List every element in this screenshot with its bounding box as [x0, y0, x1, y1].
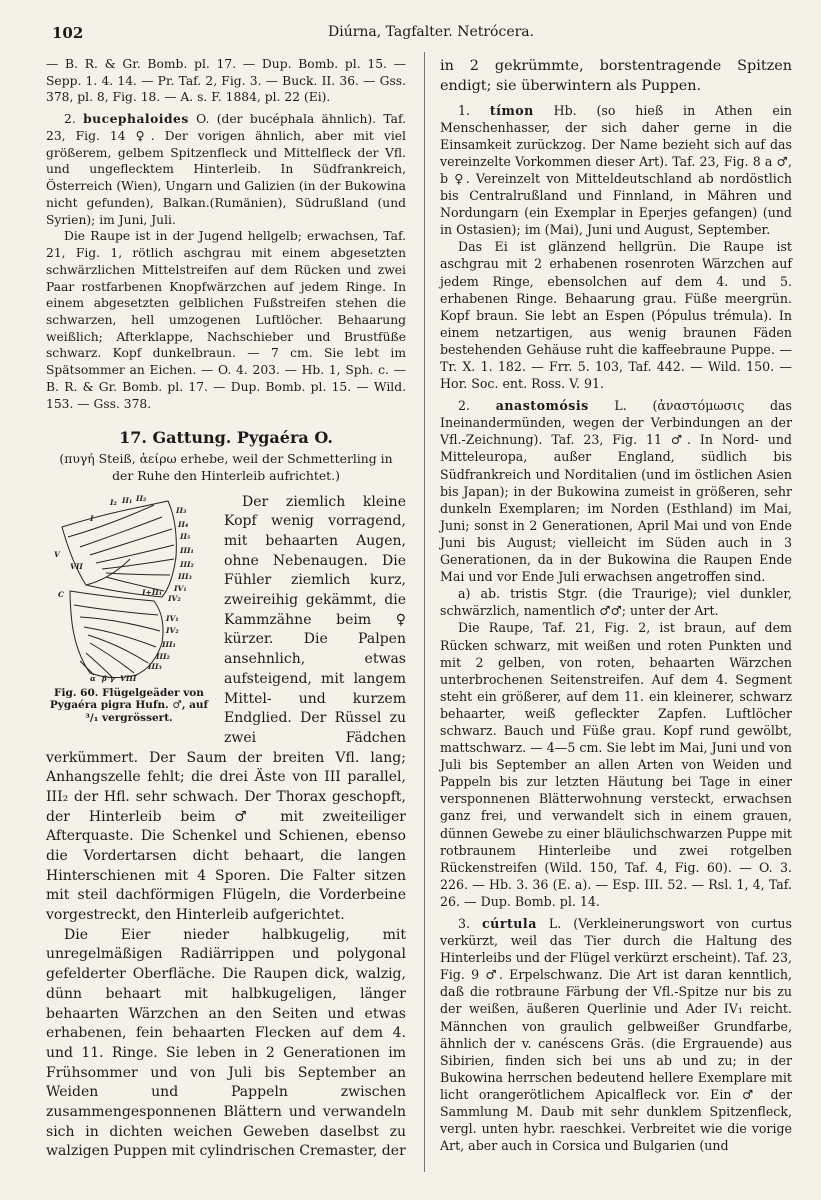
svg-text:I: I — [90, 513, 94, 523]
svg-text:II₁: II₁ — [122, 495, 133, 505]
svg-text:III₁: III₁ — [162, 639, 176, 649]
svg-text:α: α — [90, 673, 96, 683]
genus-paragraph-1: Der ziemlich kleine Kopf wenig vorragend, mit behaarten Augen, ohne Nebenaugen. Die Fühler ziemlich kurz, zweireihig gekämmt, die Kammzähne beim ♀ kürzer. Die Palpen ansehnlich, etwas aufsteigend, mit langem Mittel- und kurzem Endglied. Der Rüssel zu zwei Fädchen verkümmert. Der Saum der breiten Vfl. lang; Anhangszelle fehlt; die drei Äste von III parallel, III₂ der Hfl. sehr schwach. Der Thorax geschopft, der Hinterleib beim ♂ mit zweiteiliger Afterquaste. Die Schenkel und Schienen, ebenso die Vordertarsen dicht behaart, die langen Hinterschienen mit 4 Sporen. Die Falter sitzen mit steil dachförmigen Flügeln, die Vorderbeine vorgestreckt, den Hinterleib aufgerichtet. — [46, 493, 406, 924]
svg-text:VIII: VIII — [120, 673, 137, 683]
species-number: 2. — [458, 398, 471, 414]
svg-text:III₁: III₁ — [180, 545, 194, 555]
svg-text:IV₁: IV₁ — [174, 583, 187, 593]
svg-text:II₅: II₅ — [180, 531, 191, 541]
genus-continuation: in 2 gekrümmte, borstentragende Spitzen endigt; sie überwintern als Puppen. — [440, 58, 792, 95]
svg-text:C: C — [58, 589, 64, 599]
svg-text:γ: γ — [110, 673, 115, 683]
larva-description: Die Raupe ist in der Jugend hellgelb; erwachsen, Taf. 21, Fig. 1, rötlich aschgrau mit einem abgesetzten schwärzlichen Mittelstreifen auf dem Rücken und zwei Paar rostfarbenen Knopfwärzchen auf jedem Ringe. In einem abgesetzten gelblichen Fußstreifen stehen die schwarzen, hell umzogenen Luftlöcher. Behaarung weißlich; Afterklappe, Nachschieber und Brustfüße schwarz. Kopf dunkelbraun. — 7 cm. Sie lebt im Spätsommer an Eichen. — O. 4. 203. — Hb. 1, Sph. c. — B. R. & Gr. Bomb. pl. 17. — Dup. Bomb. pl. 15. — Wild. 153. — Gss. 378. — [46, 229, 406, 411]
figure — [46, 493, 212, 743]
svg-text:IV₁: IV₁ — [166, 613, 179, 623]
species-name: cúrtula — [482, 916, 537, 931]
egg-larva-description: Das Ei ist glänzend hellgrün. Die Raupe ist aschgrau mit 2 erhabenen rosenroten Wärzchen auf jedem Ringe, ebensolchen auf dem 4. und 5. erhabenen Ringe. Behaarung grau. Füße meergrün. Kopf braun. Sie lebt an Espen (Pópulus trémula). In einem netzartigen, aus wenig braunen Fäden bestehenden Gehäuse ruht die kaffeebraune Puppe. — Tr. X. 1. 182. — Frr. 5. 103, Taf. 442. — Wild. 150. — Hor. Soc. ent. Ross. V. 91. — [440, 239, 792, 392]
svg-text:VII: VII — [70, 561, 83, 571]
wing-venation-figure — [50, 493, 208, 683]
genus-etymology: (πυγή Steiß, ἀείρω erhebe, weil der Schmetterling in der Ruhe den Hinterleib aufrichtet.) — [59, 451, 393, 483]
svg-text:I₂: I₂ — [110, 497, 117, 507]
species-name: tímon — [489, 102, 534, 118]
genus-description — [46, 493, 406, 1162]
svg-text:III₂: III₂ — [156, 651, 170, 661]
aberration-entry: a) ab. tristis Stgr. (die Traurige); viel dunkler, schwärzlich, namentlich ♂♂; unter der Art. — [440, 586, 792, 619]
larva-description: Die Raupe, Taf. 21, Fig. 2, ist braun, auf dem Rücken schwarz, mit weißen und roten Punkten und mit 2 gelben, von roten, behaarten Wärzchen unterbrochenen Seitenstreifen. Auf dem 4. Segment steht ein größerer, auf dem 11. ein kleinerer, schwarz behaarter, weiß gefleckter Zapfen. Luftlöcher schwarz. Bauch und Füße grau. Kopf rund gewölbt, mattschwarz. — 4—5 cm. Sie lebt im Mai, Juni und von Juli bis September an allen Arten von Weiden und Pappeln bis zur letzten Häutung bei Tage in einer versponnenen Blätterwohnung versteckt, erwachsen ganz frei, und verwandelt sich in einem grauen, dünnen Gewebe zu einer bläulichschwarzen Puppe mit rotbraunem Hinterleibe und zwei rotgelben Rückenstreifen (Wild. 150, Taf. 4, Fig. 60). — O. 3. 226. — Hb. 3. 36 (E. a). — Esp. III. 52. — Rsl. 1, 4, Taf. 26. — Dup. Bomb. pl. 14. — [440, 620, 792, 909]
species-entry-anastomosis — [440, 397, 792, 585]
svg-text:V: V — [54, 549, 60, 559]
species-entry-timon — [440, 102, 792, 239]
figure-caption: Fig. 60. Flügelgeäder von Pygaéra pigra Hufn. ♂, auf ³/₁ vergrössert. — [49, 686, 209, 724]
genus-heading: 17. Gattung. Pygaéra O. — [119, 428, 333, 448]
svg-text:II₄: II₄ — [178, 519, 189, 529]
reference-list: — B. R. & Gr. Bomb. pl. 17. — Dup. Bomb. pl. 15. — Sepp. 1. 4. 14. — Pr. Taf. 2, Fig. 3. — Buck. II. 36. — Gss. 378, pl. 8, Fig. 18. — A. s. F. 1884, pl. 22 (Ei). — [46, 57, 406, 105]
genus-paragraph-2: Die Eier nieder halbkugelig, mit unregelmäßigen Radiärrippen und polygonal gefelderter Oberfläche. Die Raupen dick, walzig, dünn behaart mit halbkugeligen, länger behaarten Wärzchen an den Seiten und etwas erhabenen, fein behaarten Flecken auf dem 4. und 11. Ringe. Sie leben in 2 Generationen im Frühsommer und von Juli bis September an Weiden und Pappeln zwischen zusammengesponnenen Blättern und verwandeln sich in dichten weichen Geweben daselbst zu walzigen Puppen mit cylindrischen Cremaster, der — [46, 926, 406, 1160]
species-description: O. (der bucéphala ähnlich). Taf. 23, Fig. 14 ♀. Der vorigen ähnlich, aber mit viel größerem, gelbem Spitzenfleck und Mittelfleck der Vfl. und ungeflecktem Hinterleib. In Südfrankreich, Österreich (Wien), Ungarn und Galizien (in der Bukowina nicht gefunden), Balkan.(Rumänien), Südrußland (und Syrien); im Juni, Juli. — [46, 112, 406, 227]
column-divider — [424, 52, 425, 1172]
svg-text:III₂: III₂ — [180, 559, 194, 569]
species-description: L. (Verkleinerungswort von curtus verkürzt, weil das Tier durch die Haltung des Hinterleibs und der Flügel verkürzt erscheint). Taf. 23, Fig. 9 ♂. Erpelschwanz. Die Art ist daran kenntlich, daß die rotbraune Färbung der Vfl.-Spitze nur bis zu der weißen, äußeren Querlinie und Ader IV₁ reicht. Männchen von graulich gelbweißer Grundfarbe, ähnlich der v. canéscens Gräs. (die Ergrauende) aus Sibirien, finden sich bei uns ab und zu; in der Bukowina herrschen bedeutend hellere Exemplare mit licht orangerötlichem Apicalfleck vor. Ein ♂ der Sammlung M. Daub mit sehr dunklem Spitzenfleck, vergl. unten hybr. raeschkei. Verbreitet wie die vorige Art, aber auch in Corsica und Bulgarien (und — [440, 916, 792, 1154]
species-name: bucephaloides — [83, 111, 189, 127]
species-entry-bucephaloides — [46, 111, 406, 228]
svg-text:II₃: II₃ — [176, 505, 187, 515]
species-name: anastomósis — [495, 398, 589, 414]
svg-text:IV₂: IV₂ — [166, 625, 179, 635]
species-number: 3. — [458, 916, 471, 931]
species-number: 1. — [458, 102, 471, 118]
svg-text:IV₂: IV₂ — [168, 593, 181, 603]
species-number: 2. — [64, 112, 76, 127]
right-column — [440, 56, 792, 1154]
svg-text:I+II₁: I+II₁ — [142, 587, 163, 597]
svg-text:β: β — [102, 673, 107, 683]
left-column — [46, 56, 406, 1162]
species-description: L. (ἀναστόμωσις das Ineinandermünden, wegen der Verbindungen an der Vfl.-Zeichnung). Taf. 23, Fig. 11 ♂. In Nord- und Mitteleuropa, außer England, südlich bis Südfrankreich und Norditalien (und im östlichen Asien bis Japan); in der Bukowina zumeist in größeren, sehr dunkeln Exemplaren; im Norden (Esthland) im Mai, Juni; sonst in 2 Generationen, April Mai und von Ende Juni bis August; vielleicht im Süden auch in 3 Generationen, da in der Bukowina die Raupen Ende Mai und vor Ende Juli erwachsen angetroffen sind. — [440, 398, 792, 585]
svg-text:III₃: III₃ — [178, 571, 192, 581]
svg-text:III₃: III₃ — [148, 661, 162, 671]
running-head: Diúrna, Tagfalter. Netrócera. — [328, 24, 535, 40]
species-description: Hb. (so hieß in Athen ein Menschenhasser, der sich daher gerne in die Einsamkeit zurückzog. Der Name bezieht sich auf das vereinzelte Vorkommen dieser Art). Taf. 23, Fig. 8 a ♂, b ♀. Vereinzelt von Mitteldeutschland ab nordöstlich bis Centralrußland und Finnland, in Mähren und Nordungarn (ein Exemplar in Eperjes gefangen) (und in Ostasien); im (Mai), Juni und August, September. — [440, 102, 792, 238]
svg-text:II₂: II₂ — [136, 493, 147, 503]
page-header — [38, 24, 790, 46]
page-number: 102 — [52, 24, 84, 42]
species-entry-curtula — [440, 915, 792, 1154]
